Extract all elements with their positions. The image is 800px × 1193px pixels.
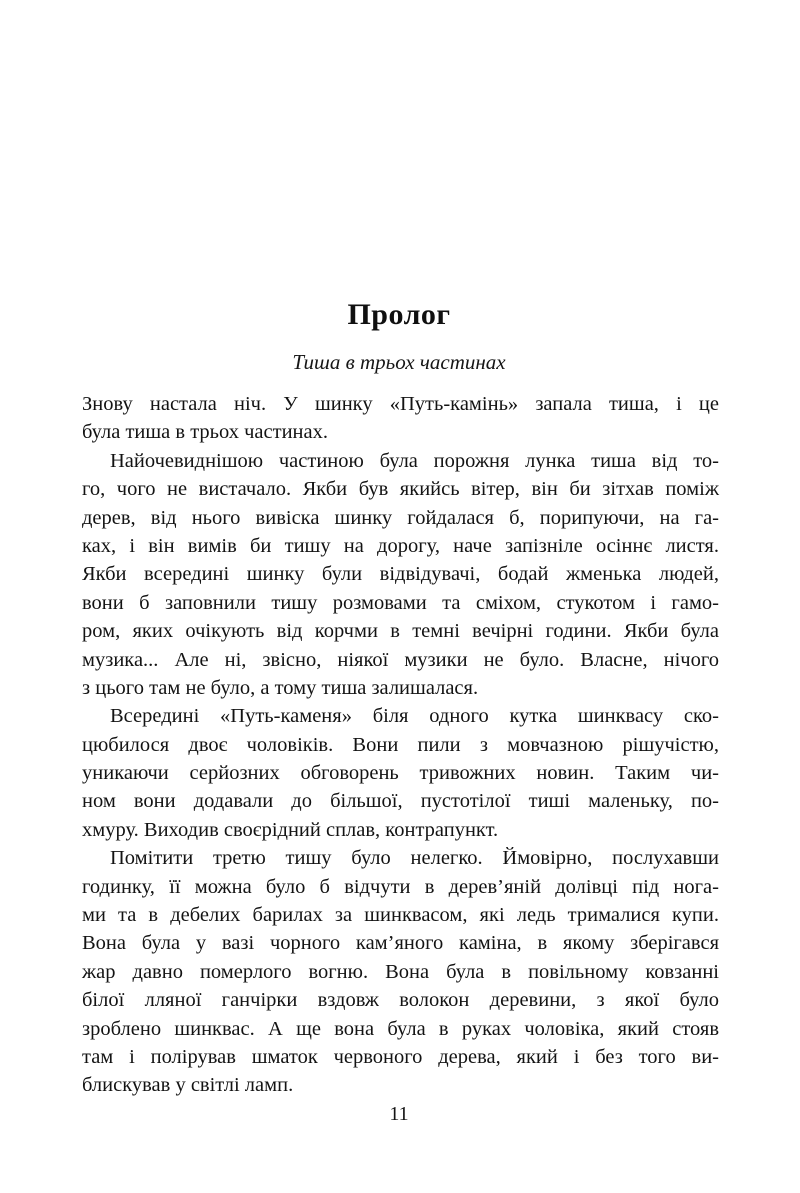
page-number: 11 [389, 1103, 409, 1125]
text-line: го, чого не вистачало. Якби був якийсь вітер, він би зітхав поміж [82, 478, 719, 501]
text-line: музика... Але ні, звісно, ніякої музики не було. Власне, нічого [82, 648, 719, 671]
text-line: білої лляної ганчірки вздовж волокон деревини, з якої було [82, 989, 719, 1012]
text-line: вони б заповнили тишу розмовами та сміхом, стукотом і гамо- [82, 591, 719, 614]
text-line: ром, яких очікують від корчми в темні вечірні години. Якби була [82, 620, 719, 643]
text-line: уникаючи серйозних обговорень тривожних новин. Таким чи- [82, 762, 719, 785]
chapter-title: Пролог [347, 298, 451, 331]
text-line: зроблено шинквас. А ще вона була в руках чоловіка, який стояв [82, 1017, 719, 1040]
chapter-subtitle: Тиша в трьох частинах [292, 350, 506, 374]
text-line: там і полірував шматок червоного дерева, який і без того ви- [82, 1045, 719, 1068]
text-line: годинку, її можна було б відчути в дерев’яній долівці під нога- [82, 875, 719, 898]
text-line: жар давно померлого вогню. Вона була в повільному ковзанні [82, 960, 719, 983]
text-line: з цього там не було, а тому тиша залишалася. [82, 676, 479, 699]
text-line: Всередині «Путь-каменя» біля одного кутка шинквасу ско- [110, 705, 719, 728]
text-line: Вона була у вазі чорного кам’яного каміна, в якому зберігався [82, 932, 719, 955]
text-line: ках, і він вимів би тишу на дорогу, наче запізніле осіннє листя. [82, 534, 719, 557]
text-line: була тиша в трьох частинах. [82, 421, 328, 444]
text-line: Знову настала ніч. У шинку «Путь-камінь» запала тиша, і це [82, 393, 719, 415]
text-line: Якби всередині шинку були відвідувачі, бодай жменька людей, [82, 563, 719, 586]
text-line: ми та в дебелих барилах за шинквасом, які ледь трималися купи. [82, 904, 719, 927]
text-line: Найочевиднішою частиною була порожня лунка тиша від то- [110, 449, 719, 472]
text-line: дерев, від нього вивіска шинку гойдалася б, порипуючи, на га- [82, 506, 719, 529]
text-line: Помітити третю тишу було нелегко. Ймовірно, послухавши [110, 847, 719, 870]
body-text [82, 390, 719, 1100]
text-line: блискував у світлі ламп. [82, 1074, 294, 1097]
text-line: ном вони додавали до більшої, пустотілої тиші маленьку, по- [82, 790, 719, 813]
text-line: цюбилося двоє чоловіків. Вони пили з мовчазною рішучістю, [82, 733, 719, 756]
text-line: хмуру. Виходив своєрідний сплав, контрапункт. [82, 818, 499, 841]
